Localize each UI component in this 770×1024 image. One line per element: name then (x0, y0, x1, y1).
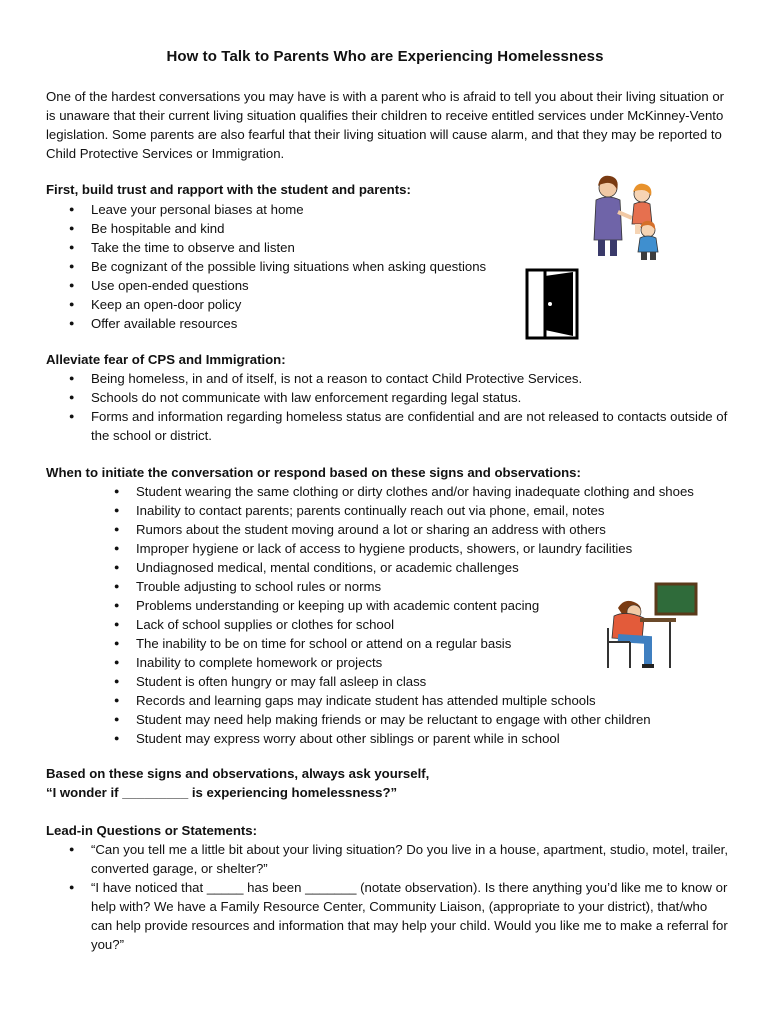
family-clipart (590, 172, 665, 262)
list-item: ● Being homeless, in and of itself, is not a reason to contact Child Protective Services. (91, 369, 731, 388)
section-heading-lead-in: Lead-in Questions or Statements: (46, 823, 258, 838)
page-title: How to Talk to Parents Who are Experiencing Homelessness (166, 48, 604, 65)
sleeping-student-clipart (604, 582, 699, 670)
open-door-icon (525, 268, 580, 340)
list-item: ● Student may need help making friends or may be reluctant to engage with other children (136, 710, 736, 729)
list-item: ● Inability to complete homework or projects (136, 653, 736, 672)
list-item: ● Student wearing the same clothing or dirty clothes and/or having inadequate clothing and shoes (136, 482, 736, 501)
intro-paragraph: One of the hardest conversations you may have is with a parent who is afraid to tell you about their living situation or is unaware that their current living situation qualifies their children to receive entitled services under McKinney-Vento legislation. Some parents are also fearful that their living situation will cause alarm, and that they may be reported to Child Protective Services or Immigration. (46, 89, 725, 161)
list-item: ● Forms and information regarding homeless status are confidential and are not released to contacts outside of the school or district. (91, 407, 731, 445)
list-item: ● Records and learning gaps may indicate student has attended multiple schools (136, 691, 736, 710)
list-item: ● Trouble adjusting to school rules or norms (136, 577, 736, 596)
list-item: ● Offer available resources (91, 314, 486, 333)
list-item: ● Be cognizant of the possible living situations when asking questions (91, 257, 486, 276)
list-item: ● Schools do not communicate with law enforcement regarding legal status. (91, 388, 731, 407)
list-item: ● “Can you tell me a little bit about your living situation? Do you live in a house, apartment, studio, motel, trailer, converted garage, or shelter?” (91, 840, 731, 878)
list-item: ● Inability to contact parents; parents continually reach out via phone, email, notes (136, 501, 736, 520)
section-heading-signs: When to initiate the conversation or respond based on these signs and observations: (46, 465, 581, 480)
section-heading-trust: First, build trust and rapport with the student and parents: (46, 182, 411, 197)
list-item: ● Student may express worry about other siblings or parent while in school (136, 729, 736, 748)
trust-list (91, 200, 486, 333)
section-heading-cps: Alleviate fear of CPS and Immigration: (46, 352, 286, 367)
reflection-prompt (46, 764, 429, 802)
list-item: ● “I have noticed that _____ has been _______ (notate observation). Is there anything you’d like me to know or help with? We have a Family Resource Center, Community Liaison, (appropriate to your district), that/who can help provide resources and information that may help your child. Would you like me to make a referral for you?” (91, 878, 731, 954)
cps-list (91, 369, 731, 445)
reflection-line-1: Based on these signs and observations, always ask yourself, (46, 766, 430, 781)
list-item: ● Student is often hungry or may fall asleep in class (136, 672, 736, 691)
list-item: ● Be hospitable and kind (91, 219, 486, 238)
list-item: ● Keep an open-door policy (91, 295, 486, 314)
list-item: ● Leave your personal biases at home (91, 200, 486, 219)
list-item: ● The inability to be on time for school or attend on a regular basis (136, 634, 736, 653)
list-item: ● Undiagnosed medical, mental conditions, or academic challenges (136, 558, 736, 577)
lead-in-list (91, 840, 731, 954)
list-item: ● Problems understanding or keeping up with academic content pacing (136, 596, 736, 615)
list-item: ● Use open-ended questions (91, 276, 486, 295)
list-item: ● Lack of school supplies or clothes for school (136, 615, 736, 634)
list-item: ● Improper hygiene or lack of access to hygiene products, showers, or laundry facilities (136, 539, 736, 558)
list-item: ● Rumors about the student moving around a lot or sharing an address with others (136, 520, 736, 539)
list-item: ● Take the time to observe and listen (91, 238, 486, 257)
reflection-line-2: “I wonder if _________ is experiencing homelessness?” (46, 785, 398, 800)
